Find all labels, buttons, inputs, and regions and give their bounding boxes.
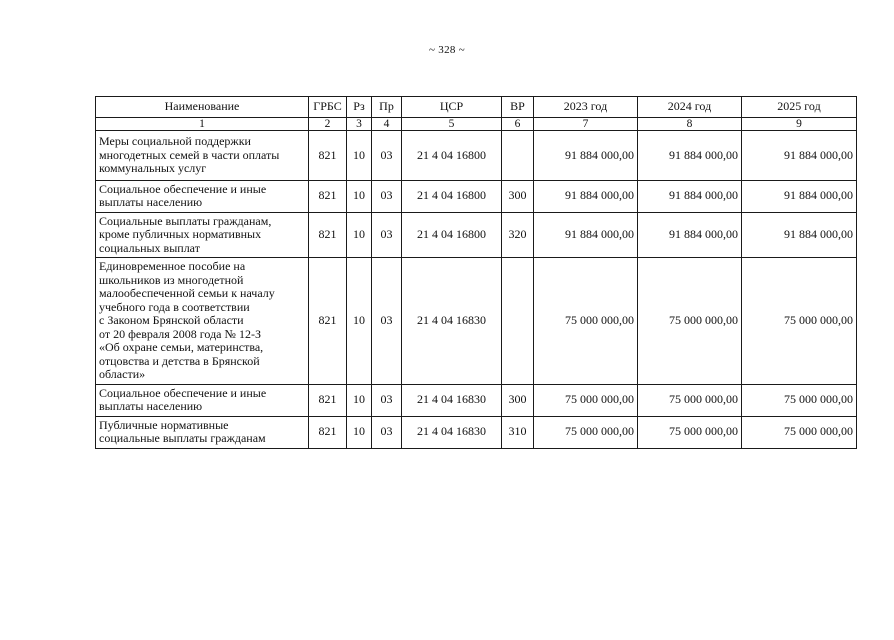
cell-name-line: Единовременное пособие на	[99, 259, 246, 273]
cell-vr: 300	[502, 384, 534, 416]
cell-amount-2025: 91 884 000,00	[742, 212, 857, 258]
cell-name	[96, 416, 309, 448]
header-csr: ЦСР	[402, 97, 502, 118]
cell-amount-2023: 91 884 000,00	[534, 180, 638, 212]
table-row	[96, 416, 857, 448]
table-row	[96, 212, 857, 258]
cell-amount-2023: 91 884 000,00	[534, 212, 638, 258]
cell-csr: 21 4 04 16800	[402, 212, 502, 258]
cell-amount-2025: 75 000 000,00	[742, 416, 857, 448]
cell-pr: 03	[372, 212, 402, 258]
cell-amount-2023: 75 000 000,00	[534, 416, 638, 448]
cell-grbs: 821	[309, 212, 347, 258]
column-number: 3	[347, 118, 372, 131]
cell-name	[96, 258, 309, 385]
cell-vr	[502, 258, 534, 385]
cell-name-line: кроме публичных нормативных	[99, 227, 262, 241]
cell-amount-2023: 75 000 000,00	[534, 384, 638, 416]
cell-amount-2024: 91 884 000,00	[638, 212, 742, 258]
cell-rz: 10	[347, 384, 372, 416]
cell-name-line: многодетных семей в части оплаты	[99, 147, 280, 162]
header-2024: 2024 год	[638, 97, 742, 118]
cell-pr: 03	[372, 416, 402, 448]
cell-vr: 310	[502, 416, 534, 448]
table-row	[96, 180, 857, 212]
cell-name-line: отцовства и детства в Брянской	[99, 353, 260, 368]
cell-amount-2024: 75 000 000,00	[638, 258, 742, 385]
cell-pr: 03	[372, 131, 402, 181]
header-pr: Пр	[372, 97, 402, 118]
cell-pr: 03	[372, 180, 402, 212]
cell-pr: 03	[372, 258, 402, 385]
cell-name-line: учебного года в соответствии	[99, 299, 250, 314]
cell-name	[96, 180, 309, 212]
cell-name-line: школьников из многодетной	[99, 272, 244, 287]
cell-name-line: области»	[99, 367, 146, 381]
cell-vr	[502, 131, 534, 181]
cell-amount-2024: 91 884 000,00	[638, 131, 742, 181]
table-body	[96, 131, 857, 449]
header-2025: 2025 год	[742, 97, 857, 118]
budget-table	[95, 96, 857, 449]
cell-name-line: Публичные нормативные	[99, 417, 229, 432]
cell-amount-2025: 91 884 000,00	[742, 131, 857, 181]
cell-pr: 03	[372, 384, 402, 416]
cell-grbs: 821	[309, 180, 347, 212]
cell-name-line: «Об охране семьи, материнства,	[99, 340, 264, 354]
cell-grbs: 821	[309, 384, 347, 416]
cell-csr: 21 4 04 16830	[402, 384, 502, 416]
cell-name-line: Социальные выплаты гражданам,	[99, 213, 272, 228]
cell-amount-2025: 75 000 000,00	[742, 258, 857, 385]
column-number: 2	[309, 118, 347, 131]
header-rz: Рз	[347, 97, 372, 118]
cell-name-line: выплаты населению	[99, 195, 203, 209]
cell-amount-2025: 91 884 000,00	[742, 180, 857, 212]
cell-name	[96, 131, 309, 181]
cell-name-line: с Законом Брянской области	[99, 313, 244, 327]
cell-name	[96, 212, 309, 258]
cell-amount-2023: 75 000 000,00	[534, 258, 638, 385]
cell-vr: 300	[502, 180, 534, 212]
cell-name-line: Социальное обеспечение и иные	[99, 181, 267, 196]
cell-name	[96, 384, 309, 416]
cell-grbs: 821	[309, 416, 347, 448]
cell-grbs: 821	[309, 258, 347, 385]
table-row	[96, 131, 857, 181]
cell-name-line: Меры социальной поддержки	[99, 134, 251, 148]
cell-amount-2023: 91 884 000,00	[534, 131, 638, 181]
column-number: 1	[96, 118, 309, 131]
table-row	[96, 384, 857, 416]
cell-name-line: малообеспеченной семьи к началу	[99, 286, 275, 300]
header-vr: ВР	[502, 97, 534, 118]
cell-csr: 21 4 04 16830	[402, 258, 502, 385]
cell-amount-2024: 75 000 000,00	[638, 384, 742, 416]
header-row	[96, 97, 857, 118]
cell-amount-2024: 75 000 000,00	[638, 416, 742, 448]
column-number-row	[96, 118, 857, 131]
cell-name-line: выплаты населению	[99, 399, 203, 413]
cell-grbs: 821	[309, 131, 347, 181]
header-grbs: ГРБС	[309, 97, 347, 118]
column-number: 5	[402, 118, 502, 131]
column-number: 4	[372, 118, 402, 131]
cell-csr: 21 4 04 16800	[402, 131, 502, 181]
cell-rz: 10	[347, 180, 372, 212]
header-name: Наименование	[96, 97, 309, 118]
cell-name-line: от 20 февраля 2008 года № 12-З	[99, 326, 261, 341]
cell-csr: 21 4 04 16800	[402, 180, 502, 212]
cell-rz: 10	[347, 131, 372, 181]
cell-rz: 10	[347, 212, 372, 258]
page-number: ~ 328 ~	[428, 44, 465, 56]
cell-rz: 10	[347, 258, 372, 385]
cell-name-line: Социальное обеспечение и иные	[99, 385, 267, 400]
cell-amount-2024: 91 884 000,00	[638, 180, 742, 212]
cell-name-line: социальные выплаты гражданам	[99, 431, 266, 445]
cell-csr: 21 4 04 16830	[402, 416, 502, 448]
column-number: 7	[534, 118, 638, 131]
cell-amount-2025: 75 000 000,00	[742, 384, 857, 416]
column-number: 9	[742, 118, 857, 131]
column-number: 8	[638, 118, 742, 131]
column-number: 6	[502, 118, 534, 131]
header-2023: 2023 год	[534, 97, 638, 118]
cell-name-line: социальных выплат	[99, 240, 200, 255]
cell-vr: 320	[502, 212, 534, 258]
cell-name-line: коммунальных услуг	[99, 161, 207, 175]
table-row	[96, 258, 857, 385]
cell-rz: 10	[347, 416, 372, 448]
